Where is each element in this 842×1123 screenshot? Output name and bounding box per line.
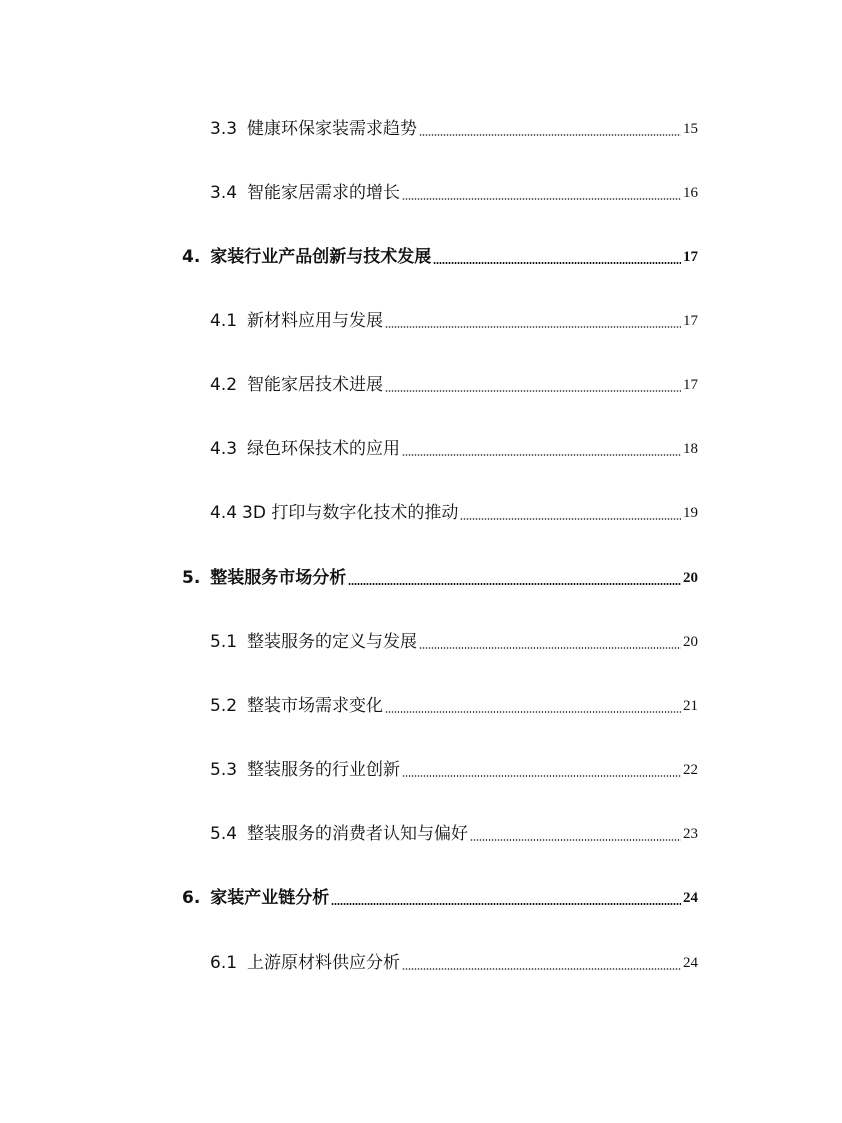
toc-entry-page: 16 <box>683 185 698 201</box>
toc-entry-3-3[interactable] <box>210 116 698 142</box>
toc-entry-4-2[interactable] <box>210 372 698 398</box>
toc-entry-number: 4.4 <box>210 503 238 523</box>
toc-entry-number: 4.1 <box>210 311 238 331</box>
toc-entry-title: 上游原材料供应分析 <box>247 953 401 973</box>
toc-entry-number: 4.2 <box>210 375 238 395</box>
toc-entry-page: 22 <box>683 762 698 778</box>
toc-dot-leader <box>470 839 681 841</box>
toc-dot-leader <box>385 390 681 392</box>
toc-entry-page: 20 <box>683 570 698 586</box>
toc-dot-leader <box>402 198 681 200</box>
toc-dot-leader <box>385 711 681 713</box>
toc-entry-number: 3.4 <box>210 183 238 203</box>
toc-entry-page: 20 <box>683 634 698 650</box>
toc-entry-page: 24 <box>683 955 698 971</box>
toc-dot-leader <box>433 262 681 264</box>
toc-entry-number: 4.3 <box>210 439 238 459</box>
toc-entry-number: 6.1 <box>210 953 238 973</box>
toc-dot-leader <box>402 775 681 777</box>
toc-entry-5-4[interactable] <box>210 821 698 847</box>
toc-entry-title: 家装行业产品创新与技术发展 <box>210 247 432 267</box>
toc-entry-title: 智能家居技术进展 <box>247 375 384 395</box>
toc-entry-number: 5.1 <box>210 632 238 652</box>
toc-entry-page: 17 <box>683 377 698 393</box>
toc-dot-leader <box>419 134 681 136</box>
toc-entry-title: 整装服务的行业创新 <box>247 760 401 780</box>
toc-entry-number: 6. <box>182 888 201 908</box>
toc-entry-page: 17 <box>683 313 698 329</box>
toc-entry-number: 5.3 <box>210 760 238 780</box>
toc-entry-page: 23 <box>683 826 698 842</box>
toc-entry-title: 整装市场需求变化 <box>247 696 384 716</box>
toc-entry-title: 新材料应用与发展 <box>247 311 384 331</box>
toc-entry-title: 3D 打印与数字化技术的推动 <box>242 503 459 523</box>
toc-entry-5-1[interactable] <box>210 629 698 655</box>
toc-entry-number: 5. <box>182 568 201 588</box>
toc-entry-title: 整装服务的定义与发展 <box>247 632 418 652</box>
toc-entry-page: 15 <box>683 121 698 137</box>
toc-entry-title: 整装服务市场分析 <box>210 568 347 588</box>
toc-dot-leader <box>331 903 681 905</box>
toc-entry-title: 绿色环保技术的应用 <box>247 439 401 459</box>
toc-dot-leader <box>402 454 681 456</box>
toc-entry-number: 3.3 <box>210 119 238 139</box>
toc-entry-6-1[interactable] <box>210 950 698 976</box>
toc-entry-title: 健康环保家装需求趋势 <box>247 119 418 139</box>
toc-entry-page: 17 <box>683 249 698 265</box>
toc-entry-5-2[interactable] <box>210 693 698 719</box>
toc-entry-page: 24 <box>683 890 698 906</box>
toc-entry-4-1[interactable] <box>210 308 698 334</box>
toc-entry-title: 整装服务的消费者认知与偏好 <box>247 824 469 844</box>
toc-entry-4[interactable] <box>182 244 698 270</box>
toc-entry-number: 5.4 <box>210 824 238 844</box>
toc-entry-6[interactable] <box>182 885 698 911</box>
toc-entry-number: 4. <box>182 247 201 267</box>
toc-entry-5-3[interactable] <box>210 757 698 783</box>
toc-entry-4-3[interactable] <box>210 436 698 462</box>
toc-entry-page: 19 <box>683 505 698 521</box>
toc-dot-leader <box>402 968 681 970</box>
toc-entry-4-4[interactable] <box>210 500 698 526</box>
toc-dot-leader <box>460 518 681 520</box>
toc-dot-leader <box>348 583 681 585</box>
toc-entry-page: 21 <box>683 698 698 714</box>
toc-entry-title: 家装产业链分析 <box>210 888 330 908</box>
toc-entry-title: 智能家居需求的增长 <box>247 183 401 203</box>
toc-dot-leader <box>385 326 681 328</box>
toc-entry-5[interactable] <box>182 565 698 591</box>
toc-entry-number: 5.2 <box>210 696 238 716</box>
toc-entry-3-4[interactable] <box>210 180 698 206</box>
toc-dot-leader <box>419 647 681 649</box>
toc-entry-page: 18 <box>683 441 698 457</box>
